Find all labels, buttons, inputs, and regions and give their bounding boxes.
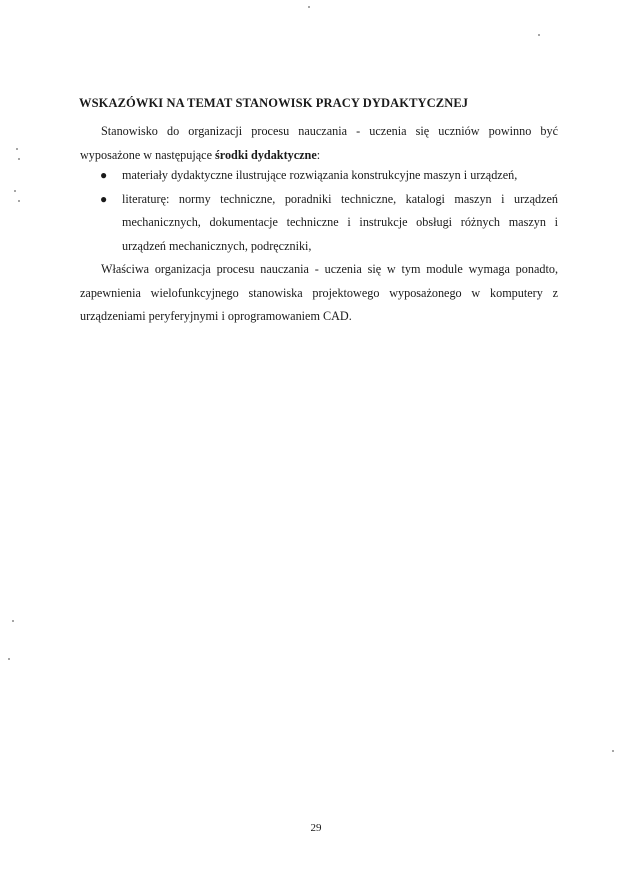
intro-lead: Stanowisko do organizacji procesu nauczania - uczenia się uczniów powinno być wyposażone w następujące xyxy=(80,124,558,162)
teaching-aids-list xyxy=(100,164,558,258)
list-item xyxy=(100,164,558,188)
scan-speck xyxy=(308,6,310,8)
bullet-icon: ● xyxy=(100,191,108,206)
list-item xyxy=(100,188,558,259)
intro-tail: : xyxy=(316,147,321,162)
section-heading: WSKAZÓWKI NA TEMAT STANOWISK PRACY DYDAKTYCZNEJ xyxy=(79,96,469,110)
scan-speck xyxy=(8,658,10,660)
scan-speck xyxy=(14,190,16,192)
scan-speck xyxy=(538,34,540,36)
scan-speck xyxy=(16,148,18,150)
intro-bold-term: środki dydaktyczne xyxy=(215,147,317,162)
page-number: 29 xyxy=(310,822,322,834)
closing-text: Właściwa organizacja procesu nauczania - uczenia się w tym module wymaga ponadto, zapewnienia wielofunkcyjnego stanowiska projektowego wyposażonego w komputery z urządzeniami peryferyjnymi i oprogramowaniem CAD. xyxy=(80,262,558,323)
scan-speck xyxy=(612,750,614,752)
intro-paragraph xyxy=(80,120,558,167)
list-item-text: materiały dydaktyczne ilustrujące rozwiązania konstrukcyjne maszyn i urządzeń, xyxy=(122,168,518,182)
scan-speck xyxy=(18,158,20,160)
bullet-icon: ● xyxy=(100,168,108,182)
closing-paragraph xyxy=(80,258,558,329)
scan-speck xyxy=(18,200,20,202)
scan-speck xyxy=(12,620,14,622)
list-item-text: literaturę: normy techniczne, poradniki techniczne, katalogi maszyn i urządzeń mechanicznych, dokumentacje techniczne i instrukcje obsługi różnych maszyn i urządzeń mechanicznych, podręczniki, xyxy=(122,191,558,253)
